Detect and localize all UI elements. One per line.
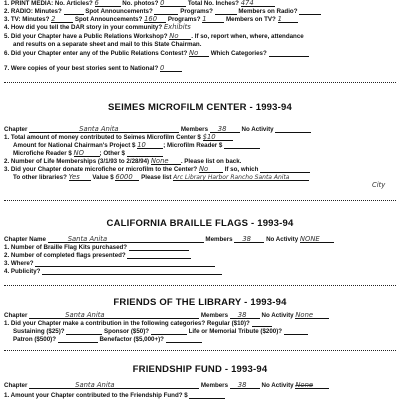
seimes-line-3c: City — [372, 181, 386, 189]
friendship-line-1: 1. Amount your Chapter contributed to the Friendship Fund? $ — [4, 392, 396, 399]
friendship-chapter-line: Chapter Santa Anita Members 38 No Activity None — [4, 382, 396, 389]
friendship-title: FRIENDSHIP FUND - 1993-94 — [132, 364, 268, 375]
braille-line-1: 1. Number of Braille Flag Kits purchased? — [4, 244, 396, 251]
pr-line-2: 2. RADIO: Minutes? Spot Announcements? Programs? Members on Radio? — [4, 8, 396, 15]
section-divider — [4, 350, 396, 351]
seimes-line-3b: To other libraries? Yes Value $ 6000 Please list Arc Library Harbor Rancho Santa Anita — [13, 174, 396, 181]
pr-line-5b: and results on a separate sheet and mail to this State Chairman. — [13, 41, 202, 48]
section-divider — [4, 200, 396, 201]
pr-line-5: 5. Did your Chapter have a Public Relations Workshop? No . If so, report when, where, attendance — [4, 32, 304, 40]
friends-line-3: Patron ($500)? Benefactor ($5,000+)? — [13, 336, 396, 343]
pr-line-1: 1. PRINT MEDIA: No. Articles? 6 No. photos? 0 Total No. Inches? 474 — [4, 0, 396, 7]
seimes-line-1b: Amount for National Chairman's Project $ 10 ; Microfilm Reader $ — [13, 142, 396, 149]
braille-line-3: 3. Where? — [4, 260, 396, 267]
pr-line-3: 3. TV: Minutes? 2 Spot Announcements? 160 Programs? 1 Members on TV? 1 — [4, 16, 396, 23]
seimes-chapter-line: Chapter Santa Anita Members 38 No Activity — [4, 126, 396, 133]
braille-chapter-line: Chapter Name Santa Anita Members 38 No Activity NONE — [4, 236, 396, 243]
friends-line-2: Sustaining ($25)? Sponsor ($50)? Life or Memorial Tribute ($200)? — [13, 328, 396, 335]
friends-title: FRIENDS OF THE LIBRARY - 1993-94 — [113, 297, 287, 308]
braille-line-4: 4. Publicity? — [4, 268, 396, 275]
braille-title: CALIFORNIA BRAILLE FLAGS - 1993-94 — [106, 218, 294, 229]
section-divider — [4, 285, 396, 286]
pr-line-4: 4. How did you tell the DAR story in your community? Exhibits — [4, 23, 191, 31]
braille-line-2: 2. Number of completed flags presented? — [4, 252, 396, 259]
seimes-line-1: 1. Total amount of money contributed to Seimes Microfilm Center $ $10 — [4, 134, 396, 141]
seimes-line-2: 2. Number of Life Memberships (3/1/93 to 2/28/94) None . Please list on back. — [4, 157, 242, 165]
friends-line-1: 1. Did your Chapter make a contribution in the following categories? Regular ($10)? — [4, 320, 396, 327]
friends-chapter-line: Chapter Santa Anita Members 38 No Activity None — [4, 312, 396, 319]
section-divider — [4, 82, 396, 83]
pr-line-6: 6. Did your Chapter enter any of the Public Relations Contest? No Which Categories? — [4, 50, 396, 57]
seimes-line-3: 3. Did your Chapter donate microfiche or microfilm to the Center? No If so, which — [4, 166, 396, 173]
seimes-line-1c: Microfiche Reader $ NO ; Other $ — [13, 150, 396, 157]
seimes-title: SEIMES MICROFILM CENTER - 1993-94 — [108, 102, 292, 113]
pr-line-7: 7. Were copies of your best stories sent to National? 0 — [4, 65, 396, 72]
